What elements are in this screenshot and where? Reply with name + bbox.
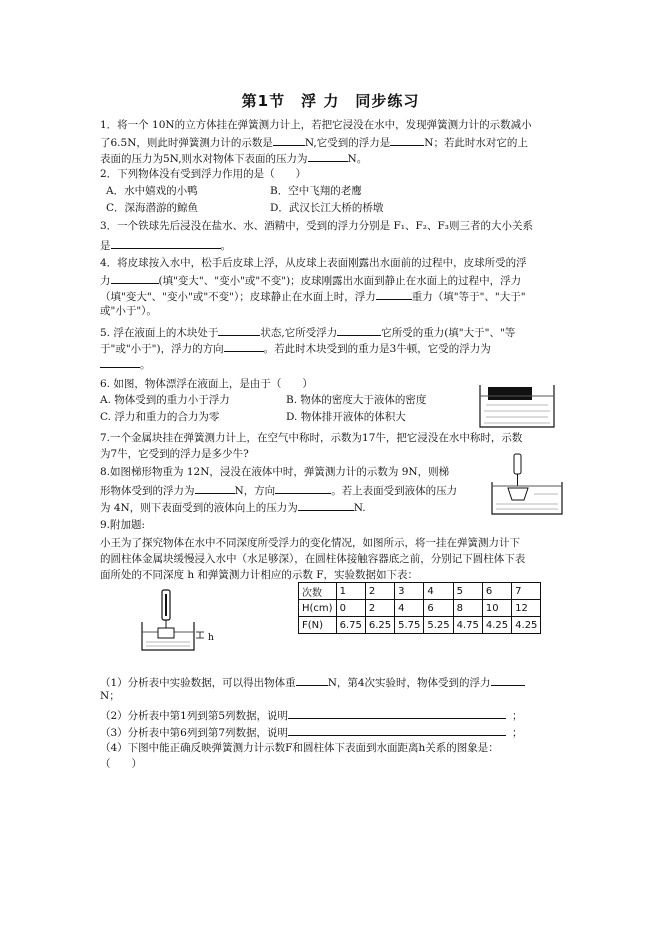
table-cell: 2 xyxy=(365,583,394,600)
q5-blank-1[interactable] xyxy=(218,324,260,336)
q4-line1: 4．将皮球按入水中，松手后皮球上浮，从皮球上表面刚露出水面前的过程中，皮球所受的浮 xyxy=(100,257,527,269)
q9-experiment-figure xyxy=(138,588,228,656)
q9-sub3: （3）分析表中第6列到第7列数据，说明 ； xyxy=(100,724,523,740)
table-cell: 3 xyxy=(395,583,424,600)
q2-option-c[interactable]: C．深海潜游的鲸鱼 xyxy=(106,202,199,214)
table-cell: 4 xyxy=(424,583,453,600)
q8-line3: 为 4N，则下表面受到的液体向上的压力为 N. xyxy=(100,499,366,515)
q9-sub4-line1: （4）下图中能正确反映弹簧测力计示数F和圆柱体下表面到水面距离h关系的图象是： xyxy=(100,742,499,754)
q6-option-a[interactable]: A. 物体受到的重力小于浮力 xyxy=(100,394,230,406)
table-cell: 10 xyxy=(482,600,511,617)
table-cell: 5.25 xyxy=(424,617,453,634)
table-cell: 6.75 xyxy=(336,617,365,634)
q1-line2: 了6.5N，则此时弹簧测力计的示数是 N,它受到的浮力是 N；若此时水对它的上 xyxy=(100,134,528,150)
q9-line1: 小王为了探究物体在水中不同深度所受浮力的变化情况，如图所示，将一挂在弹簧测力计下 xyxy=(100,537,520,549)
table-row-header xyxy=(299,583,541,600)
q8-blank-3[interactable] xyxy=(298,499,354,511)
table-cell: 4.25 xyxy=(512,617,541,634)
floating-block xyxy=(488,387,532,400)
depth-label: h xyxy=(208,633,214,643)
trapezoid-object xyxy=(508,488,528,500)
q8-line1: 8.如图梯形物重为 12N，浸没在液体中时，弹簧测力计的示数为 9N，则梯 xyxy=(100,466,450,478)
q8-line2: 形物体受到的浮力为 N，方向 。若上表面受到液体的压力 xyxy=(100,482,457,498)
table-cell: 0 xyxy=(336,600,365,617)
table-cell: 4 xyxy=(395,600,424,617)
table-cell: 4.25 xyxy=(482,617,511,634)
q2-stem: 2．下列物体没有受到浮力作用的是（ ） xyxy=(100,168,307,180)
page-title: 第1节 浮 力 同步练习 xyxy=(241,92,420,110)
q6-option-c[interactable]: C. 浮力和重力的合力为零 xyxy=(100,411,220,423)
q5-line2: 于"或"小于")，浮力的方向 。若此时木块受到的重力是3牛顿，它受的浮力为 xyxy=(100,340,491,356)
table-cell: 1 xyxy=(336,583,365,600)
table-cell: 8 xyxy=(453,600,482,617)
table-cell: 6 xyxy=(424,600,453,617)
q6-option-d[interactable]: D. 物体排开液体的体积大 xyxy=(286,411,406,423)
table-row-force xyxy=(299,617,541,634)
q9-blank-weight[interactable] xyxy=(296,674,328,686)
table-cell: 6.25 xyxy=(365,617,394,634)
q3-line1: 3．一个铁球先后浸没在盐水、水、酒精中，受到的浮力分别是 F₁、F₂、F₃则三者的大小关系 xyxy=(100,220,534,232)
q9-blank-conclusion-1[interactable] xyxy=(288,707,506,719)
q4-line4: 或"小于"）。 xyxy=(100,305,157,317)
q1-line3: 表面的压力为5N,则水对物体下表面的压力为 N。 xyxy=(100,150,367,166)
q9-sub2: （2）分析表中第1列到第5列数据，说明 ； xyxy=(100,707,523,723)
liquid-hatch xyxy=(496,494,558,509)
table-cell: 5 xyxy=(453,583,482,600)
q9-blank-buoyancy[interactable] xyxy=(491,674,525,686)
spring-scale xyxy=(514,454,521,474)
q4-blank-2[interactable] xyxy=(376,288,412,300)
q5-blank-3[interactable] xyxy=(224,340,264,352)
q2-option-b[interactable]: B．空中飞翔的老鹰 xyxy=(270,185,362,197)
table-cell: 次数 xyxy=(299,583,337,600)
liquid-hatch xyxy=(484,405,550,423)
q8-trapezoid-figure xyxy=(490,452,566,518)
q1-blank-3[interactable] xyxy=(308,150,348,162)
table-cell: H(cm) xyxy=(299,600,337,617)
table-cell: F(N) xyxy=(299,617,337,634)
table-cell: 5.75 xyxy=(395,617,424,634)
q5-blank-4[interactable] xyxy=(100,356,140,368)
q9-sub1-line2: N； xyxy=(100,690,120,702)
table-cell: 12 xyxy=(512,600,541,617)
q2-option-a[interactable]: A．水中嬉戏的小鸭 xyxy=(106,185,198,197)
q9-data-table xyxy=(298,582,541,634)
q8-blank-2[interactable] xyxy=(275,482,331,494)
q9-line2: 的圆柱体金属块缓慢浸入水中（水足够深），在圆柱体接触容器底之前，分别记下圆柱体下表 xyxy=(100,553,526,565)
q6-option-b[interactable]: B. 物体的密度大于液体的密度 xyxy=(286,394,427,406)
table-row-depth xyxy=(299,600,541,617)
metal-cylinder xyxy=(158,628,174,638)
q9-sub4-line2[interactable]: （ ） xyxy=(100,758,142,770)
q4-line3: （填"变大"、"变小"或"不变"）；皮球静止在水面上时，浮力 重力（填"等于"、"大于" xyxy=(100,288,526,304)
q9-line3: 面所处的不同深度 h 和弹簧测力计相应的示数 F，实验数据如下表： xyxy=(100,569,419,581)
table-cell: 4.75 xyxy=(453,617,482,634)
q8-blank-1[interactable] xyxy=(195,482,235,494)
q4-line2: 力 (填"变大"、"变小"或"不变")；皮球刚露出水面到静止在水面上的过程中，浮力 xyxy=(100,272,521,288)
q1-blank-2[interactable] xyxy=(390,134,424,146)
table-cell: 2 xyxy=(365,600,394,617)
q7-line2: 为7牛，它受到的浮力是多少牛? xyxy=(100,448,249,460)
q6-floating-block-figure xyxy=(478,381,558,431)
q5-line1: 5. 浮在液面上的木块处于 状态,它所受浮力 它所受的重力(填"大于"、"等 xyxy=(100,324,515,340)
q3-blank[interactable] xyxy=(111,237,221,249)
q2-option-d[interactable]: D．武汉长江大桥的桥墩 xyxy=(270,202,384,214)
water-hatch xyxy=(146,642,190,646)
q7-line1: 7.一个金属块挂在弹簧测力计上，在空气中称时，示数为17牛，把它浸没在水中称时，示数 xyxy=(100,432,523,444)
q5-blank-2[interactable] xyxy=(337,324,381,336)
q1-line1: 1．将一个 10N的立方体挂在弹簧测力计上，若把它浸没在水中，发现弹簧测力计的示数减小 xyxy=(100,119,532,131)
table-cell: 6 xyxy=(482,583,511,600)
q3-line2: 是 。 xyxy=(100,237,231,253)
q1-blank-1[interactable] xyxy=(273,134,305,146)
q9-blank-conclusion-2[interactable] xyxy=(288,724,506,736)
q4-blank-1[interactable] xyxy=(111,272,159,284)
q9-sub1-line1: （1）分析表中实验数据，可以得出物体重 N，第4次实验时，物体受到的浮力 xyxy=(100,674,525,690)
q6-stem: 6. 如图，物体漂浮在液面上，是由于（ ） xyxy=(100,378,313,390)
q5-line3: 。 xyxy=(100,356,151,372)
table-cell: 7 xyxy=(512,583,541,600)
q9-heading: 9.附加题: xyxy=(100,519,146,531)
